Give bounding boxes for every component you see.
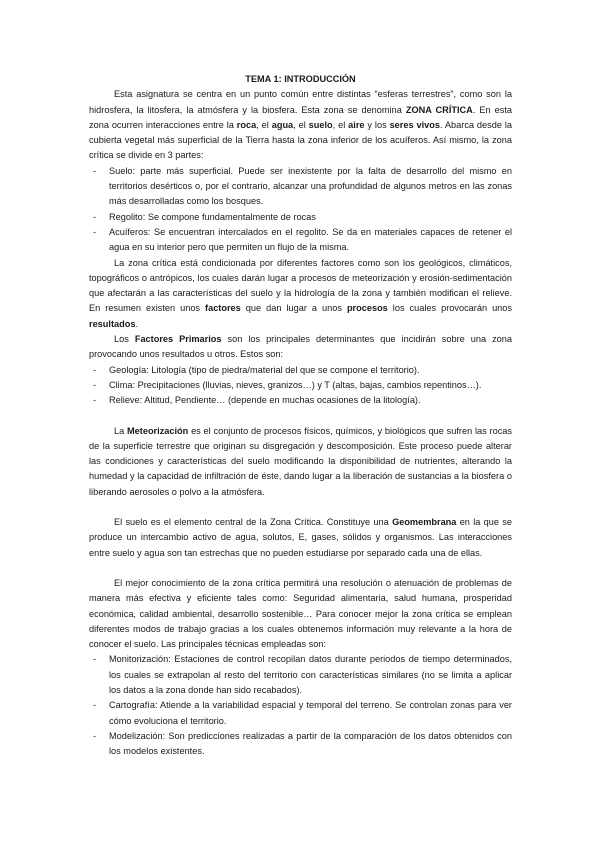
list-item: - Regolito: Se compone fundamentalmente de rocas [89, 210, 512, 225]
list-item: - Monitorización: Estaciones de control recopilan datos durante periodos de tiempo determinados, los cuales se extrapolan al resto del territorio con características similares (no se limita a aplicar los datos a la zona donde han sido recabados). [89, 652, 512, 698]
document-title: TEMA 1: INTRODUCCIÓN [245, 74, 356, 84]
techniques-list [89, 652, 512, 759]
knowledge-paragraph: El mejor conocimiento de la zona crítica permitirá una resolución o atenuación de problemas de manera más efectiva y eficiente tales como: Seguridad alimentaria, salud humana, prosperidad económica, calidad ambiental, desarrollo sostenible… Para conocer mejor la zona crítica se emplean diferentes modos de trabajo gracias a los cuales obtenemos información muy relevante a la hora de conocer el suelo. Las principales técnicas empleadas son: [89, 577, 512, 650]
primary-factors-paragraph: Los Factores Primarios son los principales determinantes que incidirán sobre una zona provocando unos resultados u otros. Estos son: [89, 334, 512, 360]
intro-paragraph: Esta asignatura se centra en un punto común entre distintas “esferas terrestres”, como son la hidrosfera, la litosfera, la atmósfera y la biosfera. Esta zona se denomina ZONA CRÍTICA. En esta zona ocurren interacciones entre la roca, el agua, el suelo, el aire y los seres vivos. Abarca desde la cubierta vegetal más superficial de la Tierra hasta la zona inferior de los acuíferos. Así mismo, la zona crítica se divide en 3 partes: [89, 89, 513, 161]
soil-paragraph: El suelo es el elemento central de la Zona Crítica. Constituye una Geomembrana en la que se produce un intercambio activo de agua, solutos, E, gases, sólidos y organismos. Las interacciones entre suelo y agua son tan estrechas que no pueden estudiarse por separado cada una de ellas. [89, 517, 512, 558]
list-item: - Geología: Litología (tipo de piedra/material del que se compone el territorio). [89, 363, 512, 378]
spacer [89, 561, 512, 576]
list-item: - Modelización: Son predicciones realizadas a partir de la comparación de los datos obtenidos con los modelos existentes. [89, 729, 512, 760]
list-item: - Suelo: parte más superficial. Puede ser inexistente por la falta de desarrollo del mismo en territorios desérticos o, por el contrario, alcanzar una profundidad de algunos metros en las zonas más desarrolladas como los bosques. [89, 164, 512, 210]
weathering-paragraph: La Meteorización es el conjunto de procesos físicos, químicos, y biológicos que sufren las rocas de la superficie terrestre que originan su disgregación y descomposición. Este proceso puede alterar las condiciones y características del suelo modificando la disponibilidad de nutrientes, alterando la humedad y la capacidad de infiltración de éste, dando lugar a la liberación de sustancias a la biosfera o liberando aerosoles o polvo a la atmósfera. [89, 425, 512, 497]
list-item: - Relieve: Altitud, Pendiente… (depende en muchas ocasiones de la litología). [89, 393, 512, 408]
list-item: - Acuíferos: Se encuentran intercalados en el regolito. Se da en materiales capaces de retener el agua en su interior pero que permiten un flujo de la misma. [89, 225, 512, 256]
factors-paragraph: La zona crítica está condicionada por diferentes factores como son los geológicos, climáticos, topográficos o antrópicos, los cuales darán lugar a procesos de meteorización y erosión-sedimentación que afectarán a las características del suelo y la hidrología de la zona y también modifican el relieve. En resumen existen unos factores que dan lugar a unos procesos los cuales provocarán unos resultados. [89, 257, 513, 329]
spacer [89, 500, 512, 515]
list-item: - Cartografía: Atiende a la variabilidad espacial y temporal del terreno. Se controlan zonas para ver cómo evoluciona el territorio. [89, 698, 512, 729]
spacer [89, 409, 512, 424]
list-item: - Clima: Precipitaciones (lluvias, nieves, granizos…) y T (altas, bajas, cambios repentinos…). [89, 378, 512, 393]
critical-zone-parts-list [89, 164, 512, 256]
primary-factors-list [89, 363, 512, 409]
